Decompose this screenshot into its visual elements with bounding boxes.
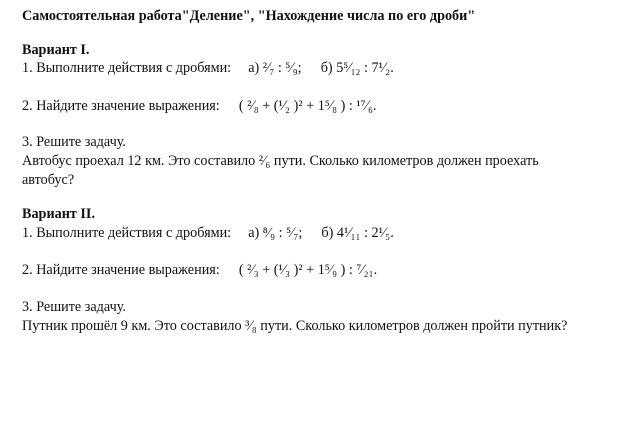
variant-2-task-3-heading: 3. Решите задачу. (22, 299, 126, 315)
task-1-text: 1. Выполните действия с дробями: (22, 60, 232, 76)
task-1-part-b: б) 4¹⁄₁₁ : 2¹⁄₅. (321, 225, 394, 241)
variant-2-task-2 (22, 262, 377, 279)
variant-1-heading: Вариант I. (22, 42, 90, 58)
page-title: Самостоятельная работа"Деление", "Нахождение числа по его дроби" (22, 8, 476, 24)
task-1-text: 1. Выполните действия с дробями: (22, 225, 232, 241)
variant-1-task-1 (22, 60, 394, 77)
task-2-expression: ( ²⁄₈ + (¹⁄₂ )² + 1⁵⁄₈ ) : ¹⁷⁄₆. (238, 98, 377, 114)
task-1-part-b: б) 5⁵⁄₁₂ : 7¹⁄₂. (320, 60, 394, 76)
task-2-text: 2. Найдите значение выражения: (22, 98, 220, 114)
variant-1-task-3-line-1: Автобус проехал 12 км. Это составило ²⁄₆ пути. Сколько километров должен проехать (22, 153, 539, 169)
task-2-text: 2. Найдите значение выражения: (22, 262, 220, 278)
variant-1-task-3-heading: 3. Решите задачу. (22, 134, 126, 150)
variant-1-task-3-line-2: автобус? (22, 172, 75, 188)
variant-2-heading: Вариант II. (22, 206, 95, 222)
variant-2-task-3-line-1: Путник прошёл 9 км. Это составило ³⁄₈ пути. Сколько километров должен пройти путник? (22, 318, 568, 334)
variant-2-task-1 (22, 225, 394, 242)
task-1-part-a: а) ⁸⁄₉ : ⁵⁄₇; (248, 225, 303, 241)
variant-1-task-2 (22, 98, 376, 115)
task-1-part-a: а) ²⁄₇ : ⁵⁄₉; (248, 60, 302, 76)
task-2-expression: ( ²⁄₃ + (¹⁄₃ )² + 1⁵⁄₉ ) : ⁷⁄₂₁. (238, 262, 378, 278)
